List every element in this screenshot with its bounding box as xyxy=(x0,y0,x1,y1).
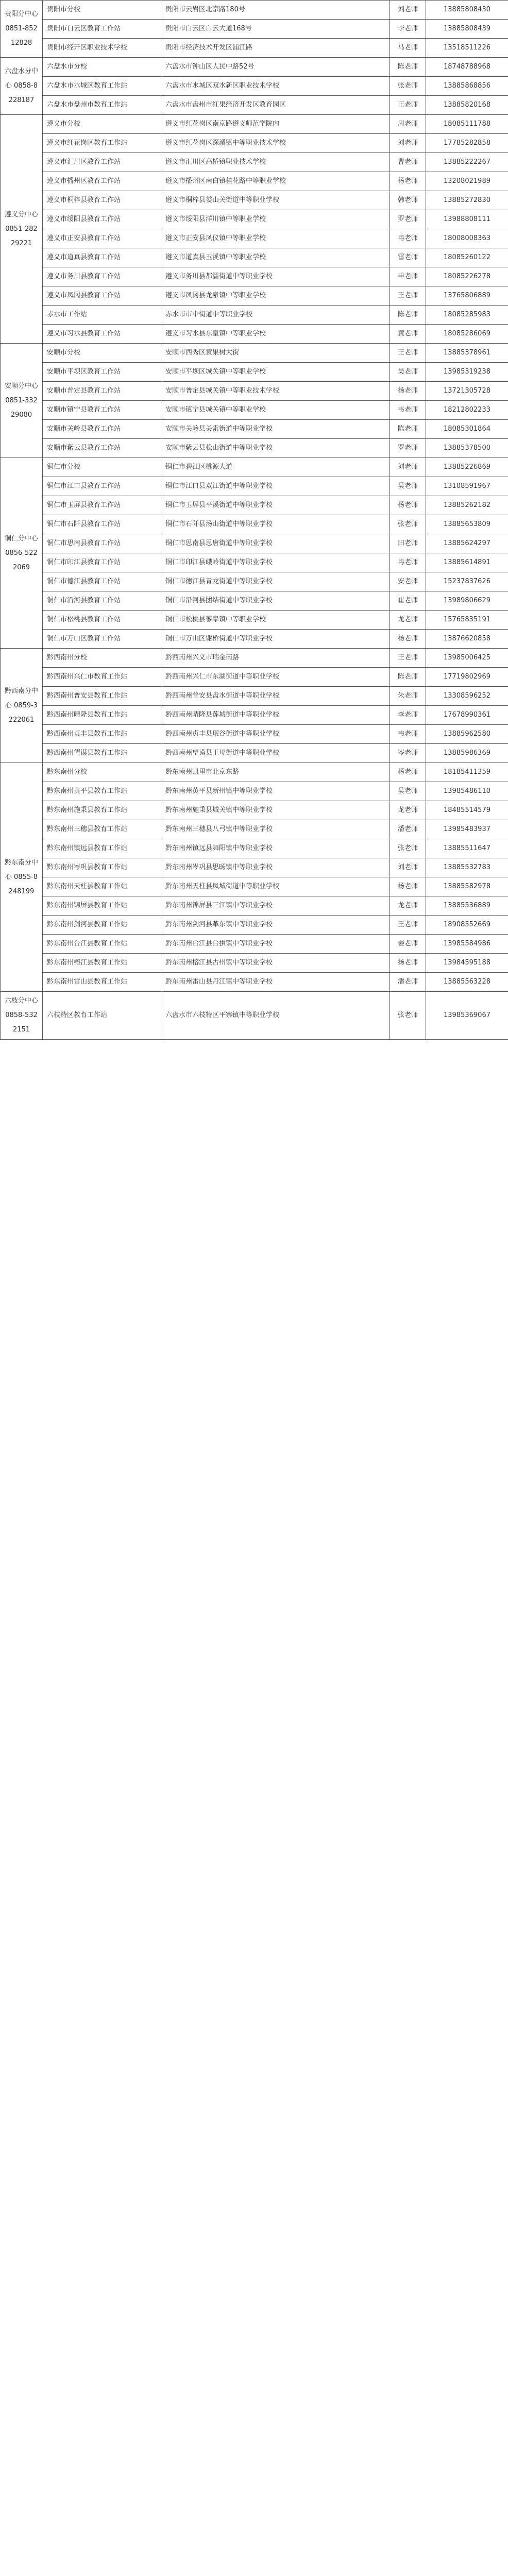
contact-phone: 15765835191 xyxy=(426,611,508,630)
org-name: 贵阳市白云区教育工作站 xyxy=(43,20,161,39)
org-address: 黔西南州普安县盘水街道中等职业学校 xyxy=(161,687,390,706)
contact-phone: 13985369067 xyxy=(426,992,508,1040)
org-name: 铜仁市印江县教育工作站 xyxy=(43,553,161,572)
org-address: 铜仁市印江县峨岭街道中等职业学校 xyxy=(161,553,390,572)
contact-person: 刘老师 xyxy=(390,134,426,153)
org-address: 安顺市平坝区城关镇中等职业学校 xyxy=(161,363,390,382)
org-name: 铜仁市思南县教育工作站 xyxy=(43,534,161,553)
org-address: 黔东南州天柱县凤城街道中等职业学校 xyxy=(161,877,390,896)
contact-person: 王老师 xyxy=(390,286,426,306)
contact-person: 李老师 xyxy=(390,20,426,39)
org-address: 铜仁市石阡县汤山街道中等职业学校 xyxy=(161,515,390,534)
org-name: 铜仁市玉屏县教育工作站 xyxy=(43,496,161,515)
table-row xyxy=(1,39,508,58)
contact-phone: 13885962580 xyxy=(426,725,508,744)
contact-phone: 13885563228 xyxy=(426,973,508,992)
org-name: 六盘水市盘州市教育工作站 xyxy=(43,96,161,115)
org-name: 安顺市镇宁县教育工作站 xyxy=(43,401,161,420)
org-name: 铜仁市德江县教育工作站 xyxy=(43,572,161,591)
contact-person: 冉老师 xyxy=(390,229,426,248)
org-address: 黔东南州台江县台拱镇中等职业学校 xyxy=(161,935,390,954)
org-name: 黔西南州分校 xyxy=(43,649,161,668)
contact-phone: 13885536889 xyxy=(426,896,508,916)
contact-phone: 13885808430 xyxy=(426,1,508,20)
contact-phone: 17785282858 xyxy=(426,134,508,153)
org-name: 黔东南州岑巩县教育工作站 xyxy=(43,858,161,877)
contact-person: 周老师 xyxy=(390,115,426,134)
table-row xyxy=(1,20,508,39)
contact-person: 吴老师 xyxy=(390,782,426,801)
contact-person: 潘老师 xyxy=(390,973,426,992)
contact-person: 马老师 xyxy=(390,39,426,58)
org-name: 黔西南州晴隆县教育工作站 xyxy=(43,706,161,725)
region-label: 黔西南分中心 0859-3222061 xyxy=(1,649,43,763)
contact-person: 吴老师 xyxy=(390,477,426,496)
contact-phone: 13985483937 xyxy=(426,820,508,839)
org-name: 遵义市正安县教育工作站 xyxy=(43,229,161,248)
contact-phone: 13885222267 xyxy=(426,153,508,172)
org-address: 黔东南州凯里市北京东路 xyxy=(161,763,390,782)
contact-person: 韩老师 xyxy=(390,191,426,210)
contact-phone: 13885272830 xyxy=(426,191,508,210)
org-address: 黔东南州雷山县丹江镇中等职业学校 xyxy=(161,973,390,992)
contact-person: 杨老师 xyxy=(390,763,426,782)
contact-person: 陈老师 xyxy=(390,306,426,325)
contact-person: 陈老师 xyxy=(390,420,426,439)
contact-person: 王老师 xyxy=(390,916,426,935)
table-row xyxy=(1,877,508,896)
contact-person: 杨老师 xyxy=(390,172,426,191)
org-name: 遵义市绥阳县教育工作站 xyxy=(43,210,161,229)
org-name: 铜仁市沿河县教育工作站 xyxy=(43,591,161,611)
contact-person: 王老师 xyxy=(390,96,426,115)
contact-person: 韦老师 xyxy=(390,725,426,744)
contact-phone: 17678990361 xyxy=(426,706,508,725)
table-row xyxy=(1,687,508,706)
contact-phone: 13985006425 xyxy=(426,649,508,668)
region-label: 六枝分中心 0858-5322151 xyxy=(1,992,43,1040)
table-row xyxy=(1,267,508,286)
org-address: 铜仁市德江县青龙街道中等职业学校 xyxy=(161,572,390,591)
contact-person: 申老师 xyxy=(390,267,426,286)
org-address: 遵义市桐梓县娄山关街道中等职业学校 xyxy=(161,191,390,210)
org-address: 黔东南州岑巩县思旸镇中等职业学校 xyxy=(161,858,390,877)
table-row xyxy=(1,668,508,687)
org-name: 黔东南州剑河县教育工作站 xyxy=(43,916,161,935)
contact-phone: 13985584986 xyxy=(426,935,508,954)
region-label: 铜仁分中心 0856-5222069 xyxy=(1,458,43,649)
contact-person: 王老师 xyxy=(390,649,426,668)
org-name: 铜仁市分校 xyxy=(43,458,161,477)
contact-phone: 13885511647 xyxy=(426,839,508,858)
table-row xyxy=(1,477,508,496)
contact-phone: 18185411359 xyxy=(426,763,508,782)
org-name: 赤水市工作站 xyxy=(43,306,161,325)
org-name: 贵阳市经开区职业技术学校 xyxy=(43,39,161,58)
table-row xyxy=(1,134,508,153)
org-name: 黔东南州分校 xyxy=(43,763,161,782)
table-row xyxy=(1,954,508,973)
org-name: 遵义市习水县教育工作站 xyxy=(43,325,161,344)
contact-phone: 13885378961 xyxy=(426,344,508,363)
table-row xyxy=(1,344,508,363)
table-row xyxy=(1,191,508,210)
org-name: 六枝特区教育工作站 xyxy=(43,992,161,1040)
org-address: 遵义市正安县凤仪镇中等职业学校 xyxy=(161,229,390,248)
org-name: 黔东南州锦屏县教育工作站 xyxy=(43,896,161,916)
contact-phone: 18085260122 xyxy=(426,248,508,267)
org-name: 黔西南州贞丰县教育工作站 xyxy=(43,725,161,744)
table-row xyxy=(1,420,508,439)
org-name: 遵义市汇川区教育工作站 xyxy=(43,153,161,172)
org-name: 黔东南州台江县教育工作站 xyxy=(43,935,161,954)
contact-phone: 13885532783 xyxy=(426,858,508,877)
org-address: 六盘水市钟山区人民中路52号 xyxy=(161,58,390,77)
table-row xyxy=(1,553,508,572)
table-row xyxy=(1,801,508,820)
table-row xyxy=(1,896,508,916)
contact-phone: 18908552669 xyxy=(426,916,508,935)
contact-person: 杨老师 xyxy=(390,630,426,649)
org-address: 黔东南州施秉县城关镇中等职业学校 xyxy=(161,801,390,820)
table-row xyxy=(1,515,508,534)
contact-phone: 13108591967 xyxy=(426,477,508,496)
org-address: 遵义市习水县东皇镇中等职业学校 xyxy=(161,325,390,344)
org-address: 遵义市红花岗区深溪镇中等职业技术学校 xyxy=(161,134,390,153)
table-row xyxy=(1,96,508,115)
contact-person: 龙老师 xyxy=(390,801,426,820)
region-label: 黔东南分中心 0855-8248199 xyxy=(1,763,43,992)
contact-person: 王老师 xyxy=(390,344,426,363)
contact-phone: 18085286069 xyxy=(426,325,508,344)
contact-phone: 13885262182 xyxy=(426,496,508,515)
contact-person: 龙老师 xyxy=(390,896,426,916)
org-name: 遵义市道真县教育工作站 xyxy=(43,248,161,267)
contact-person: 张老师 xyxy=(390,839,426,858)
table-row xyxy=(1,458,508,477)
org-address: 安顺市镇宁县城关镇中等职业学校 xyxy=(161,401,390,420)
region-label: 六盘水分中心 0858-8228187 xyxy=(1,58,43,115)
org-name: 黔东南州雷山县教育工作站 xyxy=(43,973,161,992)
org-address: 黔东南州黄平县新州镇中等职业学校 xyxy=(161,782,390,801)
table-row xyxy=(1,534,508,553)
org-address: 六盘水市水城区双水新区职业技术学校 xyxy=(161,77,390,96)
org-address: 黔西南州兴仁市东湖街道中等职业学校 xyxy=(161,668,390,687)
org-name: 安顺市分校 xyxy=(43,344,161,363)
contact-person: 刘老师 xyxy=(390,1,426,20)
org-address: 黔西南州兴义市瑞金南路 xyxy=(161,649,390,668)
table-row xyxy=(1,992,508,1040)
contact-phone: 18008008363 xyxy=(426,229,508,248)
org-address: 铜仁市万山区谢桥街道中等职业学校 xyxy=(161,630,390,649)
contact-phone: 13989806629 xyxy=(426,591,508,611)
table-row xyxy=(1,820,508,839)
contact-person: 岑老师 xyxy=(390,744,426,763)
org-address: 铜仁市思南县思唐街道中等职业学校 xyxy=(161,534,390,553)
org-address: 遵义市道真县玉溪镇中等职业学校 xyxy=(161,248,390,267)
contact-phone: 18485514579 xyxy=(426,801,508,820)
region-label: 安顺分中心 0851-33229080 xyxy=(1,344,43,458)
table-row xyxy=(1,1,508,20)
contact-person: 杨老师 xyxy=(390,382,426,401)
contact-phone: 13518511226 xyxy=(426,39,508,58)
org-name: 安顺市关岭县教育工作站 xyxy=(43,420,161,439)
table-row xyxy=(1,763,508,782)
contact-phone: 18748788968 xyxy=(426,58,508,77)
org-name: 铜仁市松桃县教育工作站 xyxy=(43,611,161,630)
org-name: 黔东南州天柱县教育工作站 xyxy=(43,877,161,896)
table-row xyxy=(1,363,508,382)
org-address: 铜仁市玉屏县平溪街道中等职业学校 xyxy=(161,496,390,515)
contact-person: 陈老师 xyxy=(390,668,426,687)
contact-phone: 13885808439 xyxy=(426,20,508,39)
contact-person: 龙老师 xyxy=(390,611,426,630)
org-address: 黔东南州镇远县舞阳镇中等职业学校 xyxy=(161,839,390,858)
org-address: 安顺市关岭县关索街道中等职业学校 xyxy=(161,420,390,439)
table-row xyxy=(1,649,508,668)
org-name: 黔东南州三穗县教育工作站 xyxy=(43,820,161,839)
org-address: 安顺市西秀区黄果树大街 xyxy=(161,344,390,363)
contact-phone: 13885582978 xyxy=(426,877,508,896)
contact-phone: 15237837626 xyxy=(426,572,508,591)
org-name: 黔东南州镇远县教育工作站 xyxy=(43,839,161,858)
contact-phone: 13885226869 xyxy=(426,458,508,477)
org-name: 遵义市桐梓县教育工作站 xyxy=(43,191,161,210)
contact-person: 陈老师 xyxy=(390,58,426,77)
table-row xyxy=(1,572,508,591)
contact-person: 安老师 xyxy=(390,572,426,591)
contact-phone: 13885986369 xyxy=(426,744,508,763)
contact-person: 刘老师 xyxy=(390,458,426,477)
table-row xyxy=(1,77,508,96)
org-address: 黔东南州三穗县八弓镇中等职业学校 xyxy=(161,820,390,839)
table-row xyxy=(1,591,508,611)
contact-person: 崔老师 xyxy=(390,591,426,611)
table-row xyxy=(1,496,508,515)
org-address: 贵阳市经济技术开发区浦江路 xyxy=(161,39,390,58)
contact-person: 冉老师 xyxy=(390,553,426,572)
contact-person: 刘老师 xyxy=(390,858,426,877)
contact-phone: 13988808111 xyxy=(426,210,508,229)
contact-person: 杨老师 xyxy=(390,877,426,896)
contact-phone: 13308596252 xyxy=(426,687,508,706)
contact-person: 朱老师 xyxy=(390,687,426,706)
contact-phone: 13208021989 xyxy=(426,172,508,191)
table-row xyxy=(1,973,508,992)
table-row xyxy=(1,839,508,858)
org-name: 铜仁市江口县教育工作站 xyxy=(43,477,161,496)
org-address: 遵义市汇川区高桥镇职业技术学校 xyxy=(161,153,390,172)
table-row xyxy=(1,935,508,954)
table-row xyxy=(1,725,508,744)
org-address: 黔东南州锦屏县三江镇中等职业学校 xyxy=(161,896,390,916)
org-address: 遵义市凤冈县龙泉镇中等职业学校 xyxy=(161,286,390,306)
table-row xyxy=(1,248,508,267)
contact-phone: 13885378500 xyxy=(426,439,508,458)
org-address: 遵义市红花岗区南京路遵义师范学院内 xyxy=(161,115,390,134)
org-name: 遵义市凤冈县教育工作站 xyxy=(43,286,161,306)
org-name: 遵义市红花岗区教育工作站 xyxy=(43,134,161,153)
table-row xyxy=(1,401,508,420)
contact-phone: 13721305728 xyxy=(426,382,508,401)
table-row xyxy=(1,210,508,229)
org-address: 遵义市务川县都濡街道中等职业学校 xyxy=(161,267,390,286)
org-address: 遵义市播州区南白镇桂花路中等职业学校 xyxy=(161,172,390,191)
contact-person: 潘老师 xyxy=(390,820,426,839)
org-name: 六盘水市水城区教育工作站 xyxy=(43,77,161,96)
region-label: 贵阳分中心 0851-85212828 xyxy=(1,1,43,58)
contact-person: 雷老师 xyxy=(390,248,426,267)
contact-phone: 13885624297 xyxy=(426,534,508,553)
org-name: 黔东南州施秉县教育工作站 xyxy=(43,801,161,820)
contact-phone: 13885868856 xyxy=(426,77,508,96)
contact-phone: 18212802233 xyxy=(426,401,508,420)
contact-phone: 13885653809 xyxy=(426,515,508,534)
contact-person: 张老师 xyxy=(390,515,426,534)
contact-table-body xyxy=(1,1,508,1040)
contact-phone: 13885820168 xyxy=(426,96,508,115)
table-row xyxy=(1,306,508,325)
contact-phone: 18085285983 xyxy=(426,306,508,325)
region-label: 遵义分中心 0851-28229221 xyxy=(1,115,43,344)
org-address: 贵阳市白云区白云大道168号 xyxy=(161,20,390,39)
contact-person: 杨老师 xyxy=(390,496,426,515)
org-name: 黔西南州望谟县教育工作站 xyxy=(43,744,161,763)
org-name: 遵义市分校 xyxy=(43,115,161,134)
table-row xyxy=(1,382,508,401)
org-name: 黔西南州兴仁市教育工作站 xyxy=(43,668,161,687)
org-address: 铜仁市松桃县蓼皋镇中等职业学校 xyxy=(161,611,390,630)
table-row xyxy=(1,58,508,77)
org-name: 安顺市紫云县教育工作站 xyxy=(43,439,161,458)
table-row xyxy=(1,706,508,725)
org-name: 黔东南州榕江县教育工作站 xyxy=(43,954,161,973)
table-row xyxy=(1,439,508,458)
table-row xyxy=(1,858,508,877)
org-address: 遵义市绥阳县洋川镇中等职业学校 xyxy=(161,210,390,229)
org-address: 黔西南州望谟县王母街道中等职业学校 xyxy=(161,744,390,763)
contact-phone: 13985486110 xyxy=(426,782,508,801)
org-name: 黔东南州黄平县教育工作站 xyxy=(43,782,161,801)
contact-table xyxy=(0,0,508,1040)
org-name: 贵阳市分校 xyxy=(43,1,161,20)
org-address: 贵阳市云岩区北京路180号 xyxy=(161,1,390,20)
table-row xyxy=(1,325,508,344)
contact-phone: 18085301864 xyxy=(426,420,508,439)
contact-person: 黄老师 xyxy=(390,325,426,344)
contact-person: 罗老师 xyxy=(390,439,426,458)
org-address: 六盘水市盘州市红果经济开发区教育园区 xyxy=(161,96,390,115)
table-row xyxy=(1,916,508,935)
contact-phone: 13765806889 xyxy=(426,286,508,306)
table-row xyxy=(1,611,508,630)
org-name: 遵义市务川县教育工作站 xyxy=(43,267,161,286)
table-row xyxy=(1,630,508,649)
org-name: 安顺市平坝区教育工作站 xyxy=(43,363,161,382)
org-address: 铜仁市碧江区桃源大道 xyxy=(161,458,390,477)
contact-person: 姜老师 xyxy=(390,935,426,954)
contact-phone: 18085111788 xyxy=(426,115,508,134)
org-address: 黔西南州贞丰县珉谷街道中等职业学校 xyxy=(161,725,390,744)
org-address: 黔东南州榕江县古州镇中等职业学校 xyxy=(161,954,390,973)
org-name: 黔西南州普安县教育工作站 xyxy=(43,687,161,706)
contact-person: 吴老师 xyxy=(390,363,426,382)
contact-person: 杨老师 xyxy=(390,954,426,973)
contact-phone: 18085226278 xyxy=(426,267,508,286)
table-row xyxy=(1,229,508,248)
table-row xyxy=(1,744,508,763)
org-address: 铜仁市沿河县团结街道中等职业学校 xyxy=(161,591,390,611)
org-name: 铜仁市万山区教育工作站 xyxy=(43,630,161,649)
org-address: 黔西南州晴隆县莲城街道中等职业学校 xyxy=(161,706,390,725)
org-address: 六盘水市六枝特区平寨镇中等职业学校 xyxy=(161,992,390,1040)
contact-phone: 13876620858 xyxy=(426,630,508,649)
contact-person: 李老师 xyxy=(390,706,426,725)
org-address: 黔东南州剑河县革东镇中等职业学校 xyxy=(161,916,390,935)
org-address: 铜仁市江口县双江街道中等职业学校 xyxy=(161,477,390,496)
contact-person: 张老师 xyxy=(390,77,426,96)
org-address: 安顺市普定县城关镇中等职业技术学校 xyxy=(161,382,390,401)
contact-phone: 17719802969 xyxy=(426,668,508,687)
org-address: 赤水市市中街道中等职业学校 xyxy=(161,306,390,325)
org-name: 六盘水市分校 xyxy=(43,58,161,77)
contact-person: 田老师 xyxy=(390,534,426,553)
org-name: 遵义市播州区教育工作站 xyxy=(43,172,161,191)
contact-person: 韦老师 xyxy=(390,401,426,420)
table-row xyxy=(1,172,508,191)
contact-person: 张老师 xyxy=(390,992,426,1040)
org-address: 安顺市紫云县松山街道中等职业学校 xyxy=(161,439,390,458)
org-name: 安顺市普定县教育工作站 xyxy=(43,382,161,401)
org-name: 铜仁市石阡县教育工作站 xyxy=(43,515,161,534)
contact-phone: 13984595188 xyxy=(426,954,508,973)
table-row xyxy=(1,115,508,134)
contact-phone: 13885614891 xyxy=(426,553,508,572)
table-row xyxy=(1,782,508,801)
table-row xyxy=(1,153,508,172)
table-row xyxy=(1,286,508,306)
contact-person: 曹老师 xyxy=(390,153,426,172)
contact-person: 罗老师 xyxy=(390,210,426,229)
contact-phone: 13985319238 xyxy=(426,363,508,382)
